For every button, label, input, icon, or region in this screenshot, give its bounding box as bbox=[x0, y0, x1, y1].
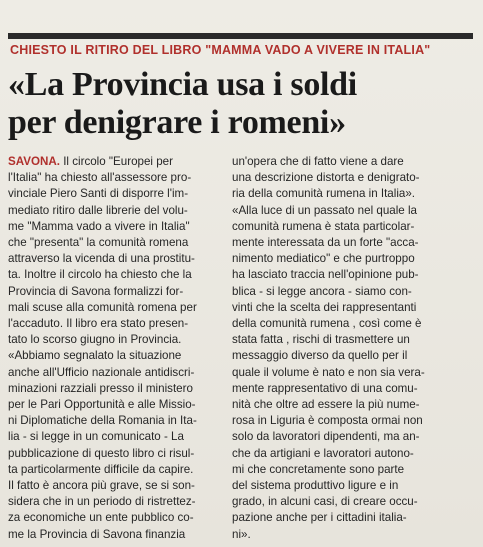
body-line: l'Italia" ha chiesto all'assessore pro- bbox=[8, 171, 192, 185]
body-line-first bbox=[8, 154, 226, 170]
body-line: rosa in Liguria è composta ormai non bbox=[232, 414, 423, 428]
body-line-first-rest: Il circolo "Europei per bbox=[59, 155, 173, 168]
dateline: SAVONA. bbox=[8, 155, 60, 168]
body-line: della comunità rumena , così come è bbox=[232, 317, 422, 331]
body-line: ni Diplomatiche della Romania in Ita- bbox=[8, 414, 197, 428]
body-line: l'accaduto. Il libro era stato presen- bbox=[8, 317, 189, 331]
top-rule bbox=[8, 33, 473, 39]
body-line: blica - si legge ancora - siamo con- bbox=[232, 284, 412, 298]
body-line: mediato ritiro dalle librerie del volu- bbox=[8, 203, 188, 217]
body-line: minazioni razziali presso il ministero bbox=[8, 381, 193, 395]
body-line: per le Pari Opportunità e alle Missio- bbox=[8, 398, 196, 412]
body-line: mente rappresentativo di una comu- bbox=[232, 381, 418, 395]
body-line: vinti che la scelta dei rappresentanti bbox=[232, 300, 417, 314]
headline-line: «La Provincia usa i soldi bbox=[8, 66, 357, 103]
body-line: del sistema produttivo ligure e in bbox=[232, 479, 399, 493]
body-line: stata fatta , rischi di trasmettere un bbox=[232, 333, 410, 347]
body-line: un'opera che di fatto viene a dare bbox=[232, 155, 404, 168]
body-line: ha lasciato traccia nell'opinione pub- bbox=[232, 268, 419, 282]
body-line: za economiche un ente pubblico co- bbox=[8, 511, 194, 525]
body-line: vinciale Piero Santi di disporre l'im- bbox=[8, 187, 189, 201]
body-line: che "presenta" la comunità romena bbox=[8, 236, 189, 250]
body-line: Il fatto è ancora più grave, se si son- bbox=[8, 479, 195, 493]
body-line: quale il volume è nato e non sia vera- bbox=[232, 365, 425, 379]
body-line: attraverso la vicenda di una prostitu- bbox=[8, 252, 195, 266]
body-line: che da artigiani e lavoratori autono- bbox=[232, 446, 414, 460]
body-line: comunità rumena è stata particolar- bbox=[232, 219, 415, 233]
body-line: ta. Inoltre il circolo ha chiesto che la bbox=[8, 268, 192, 282]
body-column-right bbox=[232, 154, 472, 543]
body-line: sidera che in un periodo di ristrettez- bbox=[8, 495, 196, 509]
kicker: CHIESTO IL RITIRO DEL LIBRO "MAMMA VADO A VIVERE IN ITALIA" bbox=[10, 43, 431, 57]
body-line: grado, in alcuni casi, di creare occu- bbox=[232, 495, 418, 509]
body-line: ria della comunità rumena in Italia». bbox=[232, 187, 416, 201]
body-line: pubblicazione di questo libro ci risul- bbox=[8, 446, 195, 460]
body-line: nimento mediatico" e che purtroppo bbox=[232, 252, 415, 266]
body-line: messaggio diverso da quello per il bbox=[232, 349, 408, 363]
body-line: Provincia di Savona formalizzi for- bbox=[8, 284, 184, 298]
body-line: «Abbiamo segnalato la situazione bbox=[8, 349, 182, 363]
headline-line: per denigrare i romeni» bbox=[8, 104, 346, 141]
body-line: me "Mamma vado a vivere in Italia" bbox=[8, 219, 190, 233]
body-line: una descrizione distorta e denigrato- bbox=[232, 171, 420, 185]
body-line: mali scuse alla comunità romena per bbox=[8, 300, 197, 314]
body-line: pazione anche per i cittadini italia- bbox=[232, 511, 407, 525]
body-line: mi che concretamente sono parte bbox=[232, 462, 405, 476]
body-line: ta particolarmente difficile da capire. bbox=[8, 462, 194, 476]
headline bbox=[8, 66, 478, 142]
body-line: anche all'Ufficio nazionale antidiscri- bbox=[8, 365, 195, 379]
body-line: ni». bbox=[232, 527, 251, 541]
body-line: mente interessata da un forte "acca- bbox=[232, 236, 419, 250]
body-line: nità che oltre ad essere la più nume- bbox=[232, 398, 420, 412]
body-line: me la Provincia di Savona finanzia bbox=[8, 527, 186, 541]
body-column-left bbox=[8, 154, 226, 543]
body-line: «Alla luce di un passato nel quale la bbox=[232, 203, 417, 217]
body-line: lia - si legge in un comunicato - La bbox=[8, 430, 184, 444]
body-line: solo da lavoratori dipendenti, ma an- bbox=[232, 430, 420, 444]
body-line: tato lo scorso giugno in Provincia. bbox=[8, 333, 182, 347]
